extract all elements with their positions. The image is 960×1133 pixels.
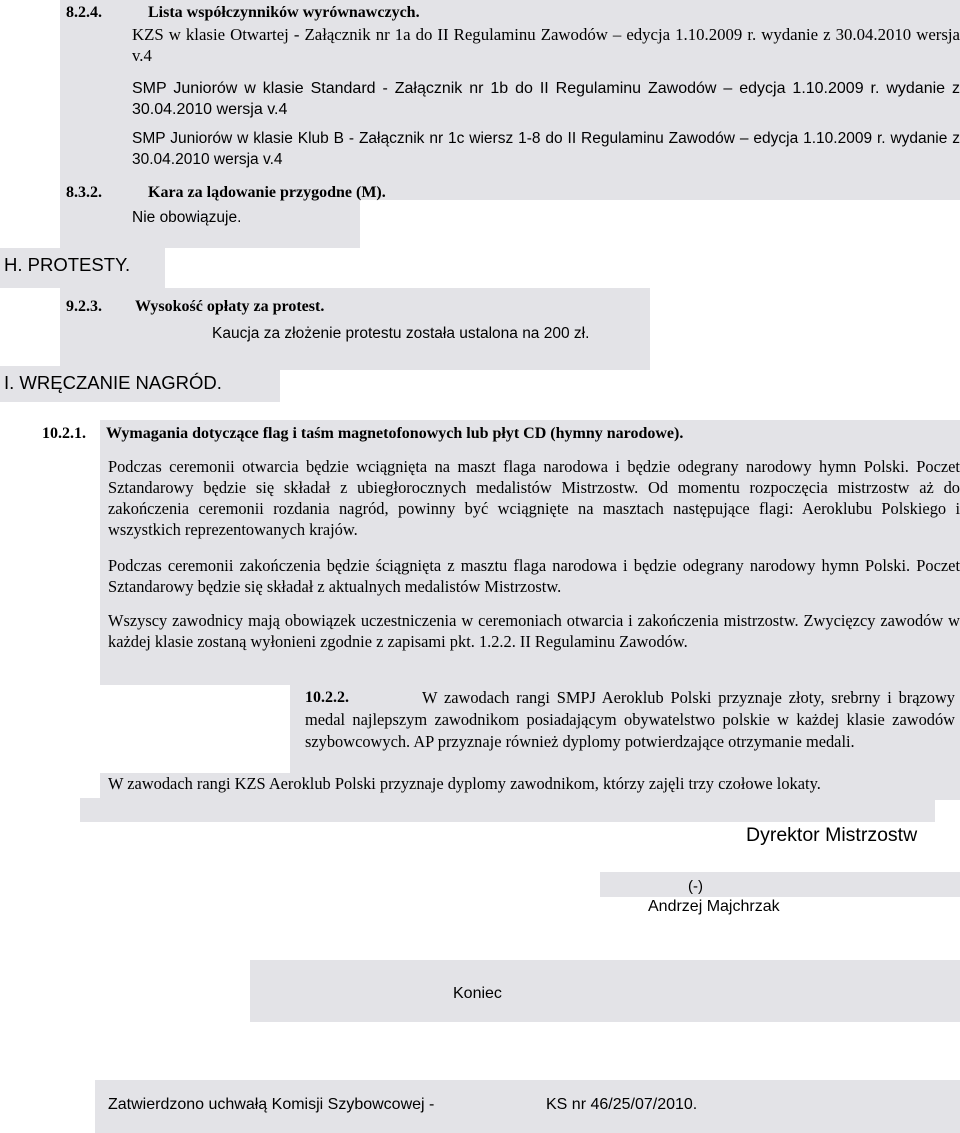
approval-reference: KS nr 46/25/07/2010. (546, 1096, 698, 1113)
section-number-10-2-2: 10.2.2. (305, 689, 349, 706)
participation-paragraph: Wszyscy zawodnicy mają obowiązek uczestniczenia w ceremoniach otwarcia i zakończenia mistrzostw. Zwycięzcy zawodów w każdej klasie zostaną wyłonieni zgodnie z zapisami pkt. 1.2.2. II Regulaminu Zawodów. (108, 611, 960, 651)
shade-kzs-block (80, 798, 935, 822)
closing-ceremony-paragraph: Podczas ceremonii zakończenia będzie ściągnięta z masztu flaga narodowa i będzie odegrany narodowy hymn Polski. Poczet Sztandarowy będzie się składał z aktualnych medalistów Mistrzostw. (108, 556, 960, 596)
section-number-8-2-4: 8.2.4. (66, 4, 102, 21)
coefficient-list-item-smp-klub-b: SMP Juniorów w klasie Klub B - Załącznik nr 1c wiersz 1-8 do II Regulaminu Zawodów – edycja 1.10.2009 r. wydanie z 30.04.2010 wersja v.4 (132, 130, 960, 168)
signature-mark: (-) (688, 878, 703, 895)
chapter-heading-protests: H. PROTESTY. (4, 254, 131, 275)
chapter-heading-awards: I. WRĘCZANIE NAGRÓD. (4, 372, 222, 393)
section-title-8-3-2: Kara za lądowanie przygodne (M). (148, 184, 386, 201)
director-name: Andrzej Majchrzak (648, 898, 780, 915)
section-number-10-2-1: 10.2.1. (42, 425, 86, 442)
section-title-10-2-1: Wymagania dotyczące flag i taśm magnetofonowych lub płyt CD (hymny narodowe). (106, 425, 684, 442)
opening-ceremony-paragraph: Podczas ceremonii otwarcia będzie wciągnięta na maszt flaga narodowa i będzie odegrany narodowy hymn Polski. Poczet Sztandarowy będzie się składał z ubiegłorocznych medalistów Mistrzostw. Od momentu rozpoczęcia mistrzostw aż do zakończenia ceremonii rozdania nagród, powinny być wciągnięte na masztach następujące flagi: Aeroklubu Polskiego i wszystkich reprezentowanych krajów. (108, 457, 960, 539)
end-marker: Koniec (453, 985, 502, 1002)
shade-end-block (250, 960, 960, 1022)
section-title-9-2-3: Wysokość opłaty za protest. (135, 298, 325, 315)
coefficient-list-item-smp-standard: SMP Juniorów w klasie Standard - Załącznik nr 1b do II Regulaminu Zawodów – edycja 1.10.2009 r. wydanie z 30.04.2010 wersja v.4 (132, 80, 960, 118)
section-number-9-2-3: 9.2.3. (66, 298, 102, 315)
section-number-8-3-2: 8.3.2. (66, 184, 102, 201)
shade-1022-left (100, 685, 290, 773)
shade-signature-block (600, 872, 960, 897)
kzs-diplomas-text: W zawodach rangi KZS Aeroklub Polski przyznaje dyplomy zawodnikom, którzy zajęli trzy czołowe lokaty. (108, 774, 821, 793)
smpj-medals-paragraph: W zawodach rangi SMPJ Aeroklub Polski przyznaje złoty, srebrny i brązowy medal najlepszym zawodnikom posiadającym obywatelstwo polskie w każdej klasie zawodów szybowcowych. AP przyznaje również dyplomy potwierdzające otrzymanie medali. (305, 688, 955, 751)
protest-fee-text: Kaucja za złożenie protestu została ustalona na 200 zł. (212, 325, 590, 342)
approval-label: Zatwierdzono uchwałą Komisji Szybowcowej - (108, 1096, 435, 1113)
director-title: Dyrektor Mistrzostw (746, 824, 918, 846)
coefficient-list-item-kzs: KZS w klasie Otwartej - Załącznik nr 1a do II Regulaminu Zawodów – edycja 1.10.2009 r. wydanie z 30.04.2010 wersja v.4 (132, 25, 960, 65)
section-title-8-2-4: Lista współczynników wyrównawczych. (148, 4, 420, 21)
landing-penalty-text: Nie obowiązuje. (132, 209, 242, 226)
